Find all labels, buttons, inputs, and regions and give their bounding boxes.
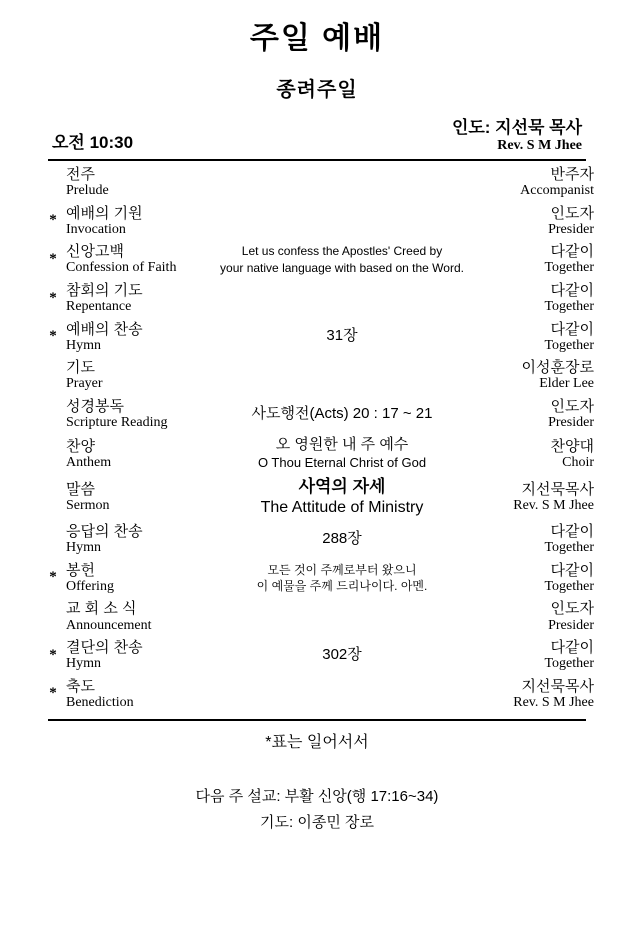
order-item-en: Confession of Faith bbox=[66, 260, 177, 276]
divider-bottom bbox=[48, 719, 586, 721]
order-detail-line: 오 영원한 내 주 예수 bbox=[275, 436, 409, 454]
order-participant bbox=[468, 240, 594, 279]
order-participant-en: Elder Lee bbox=[539, 376, 594, 392]
service-leader bbox=[452, 118, 582, 153]
table-row bbox=[40, 520, 594, 559]
standing-marker bbox=[40, 163, 66, 202]
next-prayer-note: 기도: 이종민 장로 bbox=[260, 813, 374, 831]
order-detail bbox=[216, 279, 468, 318]
order-item-en: Hymn bbox=[66, 540, 101, 556]
table-row bbox=[40, 163, 594, 202]
order-detail bbox=[216, 520, 468, 559]
order-detail bbox=[216, 318, 468, 357]
order-participant-kr: 다같이 bbox=[550, 243, 594, 261]
table-row bbox=[40, 433, 594, 474]
order-participant-kr: 인도자 bbox=[550, 397, 594, 415]
service-leader-kr: 인도: 지선묵 목사 bbox=[451, 118, 582, 137]
order-detail-line: 사도행전(Acts) 20 : 17 ~ 21 bbox=[251, 404, 433, 422]
order-participant-kr: 다같이 bbox=[550, 281, 594, 299]
order-detail-line: 302장 bbox=[322, 645, 362, 663]
order-item-en: Sermon bbox=[66, 498, 110, 514]
order-item-en: Hymn bbox=[66, 656, 101, 672]
order-item-kr: 봉헌 bbox=[66, 561, 95, 579]
standing-note: *표는 일어서서 bbox=[265, 734, 369, 752]
order-item-en: Anthem bbox=[66, 454, 112, 470]
order-participant bbox=[468, 559, 594, 598]
order-item bbox=[66, 675, 216, 714]
order-item bbox=[66, 559, 216, 598]
order-item-en: Offering bbox=[66, 578, 114, 594]
order-participant-kr: 인도자 bbox=[550, 600, 594, 618]
order-participant-en: Together bbox=[544, 656, 594, 672]
order-participant-en: Together bbox=[544, 540, 594, 556]
page-title: 주일 예배 bbox=[249, 22, 385, 55]
order-item-kr: 전주 bbox=[66, 165, 95, 183]
table-row bbox=[40, 202, 594, 241]
order-item-en: Scripture Reading bbox=[66, 415, 168, 431]
order-participant-kr: 다같이 bbox=[550, 561, 594, 579]
order-detail-line: 모든 것이 주께로부터 왔으니 bbox=[267, 562, 417, 577]
table-row bbox=[40, 395, 594, 434]
order-item-kr: 예배의 기원 bbox=[66, 204, 143, 222]
standing-marker: * bbox=[49, 646, 57, 663]
order-detail bbox=[216, 356, 468, 395]
order-item-kr: 교 회 소 식 bbox=[66, 600, 137, 618]
order-item-kr: 찬양 bbox=[66, 437, 95, 455]
order-detail-line: Let us confess the Apostles' Creed by bbox=[241, 244, 443, 259]
standing-marker: * bbox=[49, 569, 57, 586]
order-participant bbox=[468, 279, 594, 318]
order-item bbox=[66, 318, 216, 357]
order-item bbox=[66, 202, 216, 241]
order-detail-line: O Thou Eternal Christ of God bbox=[257, 455, 427, 471]
standing-marker bbox=[40, 520, 66, 559]
order-detail bbox=[216, 559, 468, 598]
order-participant-kr: 찬양대 bbox=[550, 437, 594, 455]
order-participant-en: Together bbox=[544, 578, 594, 594]
order-item bbox=[66, 636, 216, 675]
service-leader-en: Rev. S M Jhee bbox=[497, 137, 582, 153]
order-detail bbox=[216, 240, 468, 279]
order-item-kr: 말씀 bbox=[66, 480, 95, 498]
order-detail bbox=[216, 163, 468, 202]
order-item-en: Repentance bbox=[66, 299, 132, 315]
standing-marker bbox=[40, 433, 66, 474]
order-detail-line: 사역의 자세 bbox=[298, 477, 386, 497]
order-item-en: Prelude bbox=[66, 183, 109, 199]
table-row bbox=[40, 597, 594, 636]
order-participant-en: Together bbox=[544, 260, 594, 276]
standing-marker bbox=[40, 597, 66, 636]
order-item-en: Invocation bbox=[66, 221, 126, 237]
order-participant bbox=[468, 675, 594, 714]
order-item bbox=[66, 279, 216, 318]
order-item-kr: 기도 bbox=[66, 359, 95, 377]
order-participant-kr: 인도자 bbox=[550, 204, 594, 222]
standing-marker bbox=[40, 395, 66, 434]
order-participant bbox=[468, 356, 594, 395]
order-participant bbox=[468, 202, 594, 241]
service-time: 오전 10:30 bbox=[52, 132, 134, 152]
order-participant-kr: 다같이 bbox=[550, 523, 594, 540]
order-participant bbox=[468, 395, 594, 434]
standing-marker: * bbox=[49, 251, 57, 268]
order-item-kr: 응답의 찬송 bbox=[66, 523, 143, 540]
order-item-en: Benediction bbox=[66, 694, 134, 710]
standing-marker: * bbox=[49, 685, 57, 702]
order-item-kr: 예배의 찬송 bbox=[66, 320, 143, 338]
order-item-kr: 성경봉독 bbox=[66, 397, 124, 415]
standing-marker: * bbox=[49, 328, 57, 345]
order-item-kr: 결단의 찬송 bbox=[66, 638, 143, 656]
order-participant-en: Accompanist bbox=[520, 183, 594, 199]
order-participant-en: Rev. S M Jhee bbox=[513, 694, 594, 710]
table-row bbox=[40, 356, 594, 395]
order-participant-kr: 지선묵목사 bbox=[521, 677, 594, 695]
order-participant bbox=[468, 318, 594, 357]
divider-top bbox=[48, 159, 586, 161]
order-participant-en: Choir bbox=[562, 454, 594, 470]
order-detail-line: your native language with based on the Word. bbox=[220, 260, 464, 275]
order-detail bbox=[216, 433, 468, 474]
order-item bbox=[66, 520, 216, 559]
order-participant bbox=[468, 520, 594, 559]
order-participant-en: Presider bbox=[548, 415, 594, 431]
table-row bbox=[40, 240, 594, 279]
order-detail bbox=[216, 202, 468, 241]
order-detail-line: The Attitude of Ministry bbox=[260, 498, 424, 516]
order-item-en: Prayer bbox=[66, 376, 103, 392]
order-of-worship-table bbox=[40, 163, 594, 713]
service-meta bbox=[40, 118, 594, 153]
order-participant-en: Together bbox=[544, 299, 594, 315]
page-subtitle: 종려주일 bbox=[276, 79, 358, 101]
table-row bbox=[40, 279, 594, 318]
order-item bbox=[66, 163, 216, 202]
order-participant-kr: 다같이 bbox=[550, 320, 594, 338]
order-item-kr: 참회의 기도 bbox=[66, 281, 143, 299]
order-item bbox=[66, 356, 216, 395]
footer-notes bbox=[40, 784, 594, 835]
bulletin-page bbox=[0, 22, 634, 929]
order-item bbox=[66, 240, 216, 279]
order-item bbox=[66, 474, 216, 520]
order-participant-kr: 지선묵목사 bbox=[521, 480, 594, 498]
order-participant-en: Rev. S M Jhee bbox=[513, 498, 594, 514]
standing-marker: * bbox=[49, 289, 57, 306]
order-participant bbox=[468, 636, 594, 675]
order-detail bbox=[216, 395, 468, 434]
order-detail-line: 288장 bbox=[322, 529, 362, 547]
order-participant-en: Presider bbox=[548, 617, 594, 633]
order-participant-kr: 다같이 bbox=[550, 638, 594, 656]
order-detail bbox=[216, 474, 468, 520]
order-detail bbox=[216, 636, 468, 675]
order-item-kr: 신앙고백 bbox=[66, 243, 124, 261]
order-item-en: Hymn bbox=[66, 337, 101, 353]
order-detail-line: 31장 bbox=[326, 327, 358, 345]
table-row bbox=[40, 636, 594, 675]
order-participant bbox=[468, 474, 594, 520]
table-row bbox=[40, 474, 594, 520]
table-row bbox=[40, 675, 594, 714]
order-detail bbox=[216, 597, 468, 636]
order-item bbox=[66, 395, 216, 434]
standing-marker bbox=[40, 474, 66, 520]
table-row bbox=[40, 318, 594, 357]
order-participant-kr: 이성훈장로 bbox=[521, 359, 594, 377]
next-sermon-note: 다음 주 설교: 부활 신앙(행 17:16~34) bbox=[195, 788, 439, 806]
standing-marker: * bbox=[49, 212, 57, 229]
standing-marker bbox=[40, 356, 66, 395]
order-detail-line: 이 예물을 주께 드리나이다. 아멘. bbox=[256, 578, 428, 593]
order-participant bbox=[468, 597, 594, 636]
order-item-kr: 축도 bbox=[66, 677, 95, 695]
order-participant-en: Together bbox=[544, 337, 594, 353]
order-item bbox=[66, 597, 216, 636]
order-detail bbox=[216, 675, 468, 714]
order-participant-kr: 반주자 bbox=[550, 165, 594, 183]
order-item-en: Announcement bbox=[66, 617, 152, 633]
order-item bbox=[66, 433, 216, 474]
order-participant-en: Presider bbox=[548, 221, 594, 237]
order-participant bbox=[468, 163, 594, 202]
order-participant bbox=[468, 433, 594, 474]
table-row bbox=[40, 559, 594, 598]
